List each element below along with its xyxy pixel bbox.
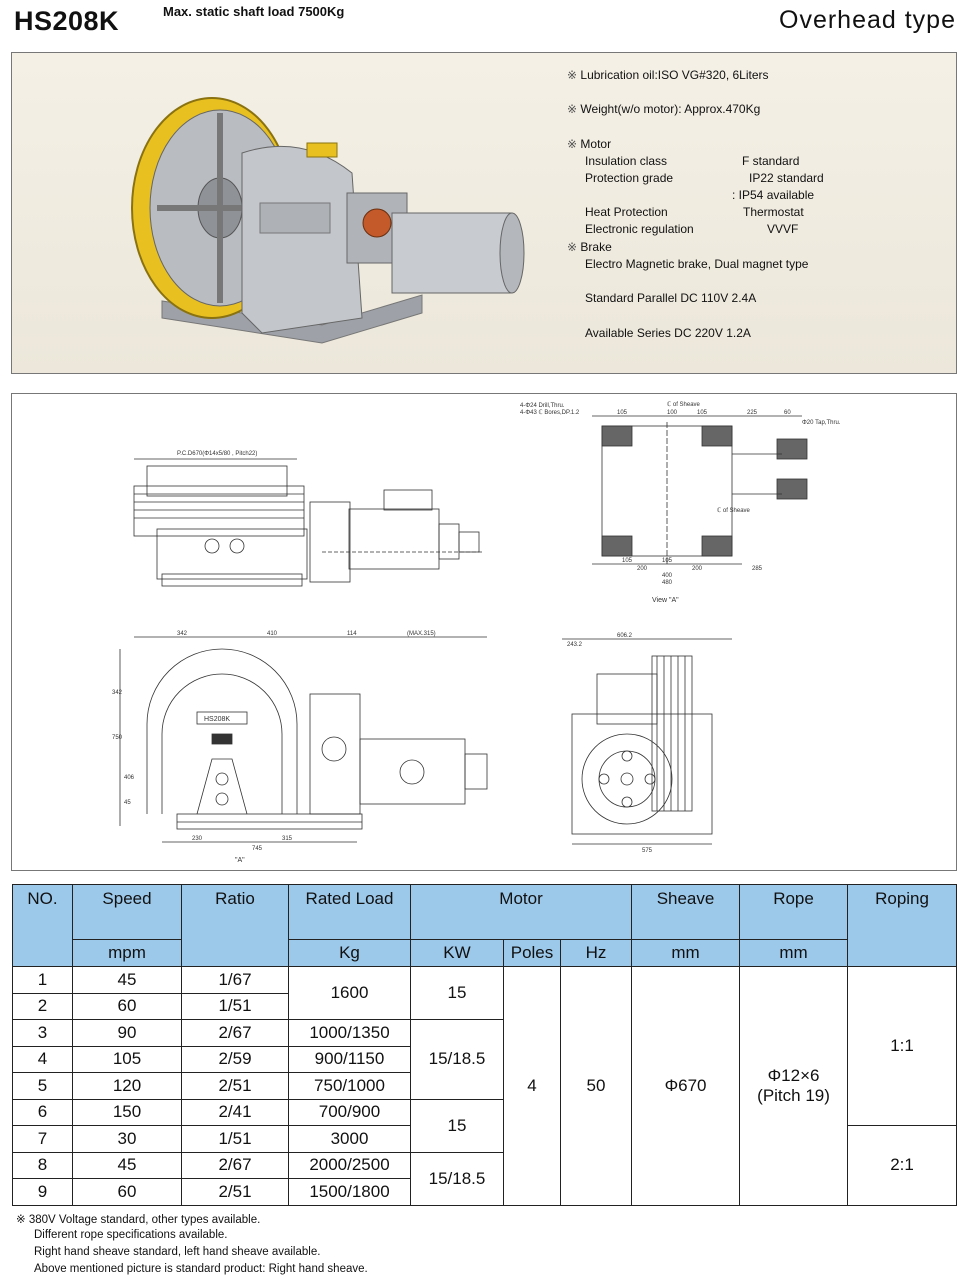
cell-no: 6 [13, 1099, 73, 1126]
footnote-3: Right hand sheave standard, left hand sheave available. [34, 1246, 321, 1258]
spec-protection-label: Protection grade [585, 171, 674, 185]
model-title: HS208K [14, 6, 120, 36]
type-label: Overhead type [779, 6, 956, 34]
technical-drawing [12, 394, 956, 870]
cell-kw: 15/18.5 [411, 1152, 504, 1205]
cell-ratio: 1/67 [182, 967, 289, 994]
cell-kw: 15 [411, 967, 504, 1020]
cell-hz: 50 [561, 967, 632, 1206]
unit-poles: Poles [504, 940, 561, 967]
cell-no: 2 [13, 993, 73, 1020]
svg-text:View "A": View "A" [652, 597, 679, 604]
svg-text:100: 100 [667, 410, 678, 416]
front-view-drawing [112, 631, 487, 864]
unit-speed: mpm [73, 940, 182, 967]
svg-text:315: 315 [282, 836, 293, 842]
cell-load: 900/1150 [289, 1046, 411, 1073]
svg-text:406: 406 [124, 775, 135, 781]
cell-no: 7 [13, 1126, 73, 1153]
spec-heat-value: Thermostat [743, 205, 804, 219]
cell-load: 1500/1800 [289, 1179, 411, 1206]
cell-no: 1 [13, 967, 73, 994]
cell-no: 3 [13, 1020, 73, 1047]
footnote-4: Above mentioned picture is standard product: Right hand sheave. [34, 1263, 368, 1275]
cell-no: 8 [13, 1152, 73, 1179]
cell-poles: 4 [504, 967, 561, 1206]
svg-text:606.2: 606.2 [617, 633, 633, 639]
cell-roping-1: 1:1 [848, 967, 957, 1126]
side-view-drawing [562, 633, 732, 854]
unit-sheave: mm [632, 940, 740, 967]
header-roping: Roping [848, 885, 957, 967]
cell-speed: 60 [73, 993, 182, 1020]
spec-brake-desc: Electro Magnetic brake, Dual magnet type [585, 257, 809, 271]
svg-text:HS208K: HS208K [204, 716, 231, 723]
spec-electronic-label: Electronic regulation [585, 222, 694, 236]
svg-text:105: 105 [662, 558, 673, 564]
svg-text:480: 480 [662, 580, 673, 586]
svg-text:ℂ of Sheave: ℂ of Sheave [667, 402, 700, 408]
cell-speed: 150 [73, 1099, 182, 1126]
cell-speed: 105 [73, 1046, 182, 1073]
footnote-2: Different rope specifications available. [34, 1229, 228, 1241]
photo-panel [11, 52, 957, 374]
cell-load: 750/1000 [289, 1073, 411, 1100]
svg-text:P.C.D670(Φ14x5/80 , Pitch22): P.C.D670(Φ14x5/80 , Pitch22) [177, 451, 258, 457]
header-motor: Motor [411, 885, 632, 940]
svg-text:285: 285 [752, 566, 763, 572]
svg-text:200: 200 [692, 566, 703, 572]
cell-speed: 45 [73, 1152, 182, 1179]
drawing-panel [11, 393, 957, 871]
svg-text:(MAX.315): (MAX.315) [407, 631, 436, 637]
svg-text:60: 60 [784, 410, 791, 416]
cell-ratio: 2/51 [182, 1073, 289, 1100]
spec-motor-title: ※ Motor [567, 137, 612, 151]
spec-available-series: Available Series DC 220V 1.2A [585, 326, 751, 340]
svg-text:4-Φ43 ℂ Bores,DP.1.2: 4-Φ43 ℂ Bores,DP.1.2 [520, 410, 580, 416]
cell-ratio: 1/51 [182, 993, 289, 1020]
svg-text:105: 105 [622, 558, 633, 564]
svg-text:400: 400 [662, 573, 673, 579]
cell-kw: 15 [411, 1099, 504, 1152]
cell-no: 4 [13, 1046, 73, 1073]
svg-text:575: 575 [642, 848, 653, 854]
traction-machine-photo [92, 63, 532, 363]
view-a-drawing [520, 401, 841, 604]
cell-load: 2000/2500 [289, 1152, 411, 1179]
rope-pitch: (Pitch 19) [757, 1085, 830, 1105]
cell-load: 700/900 [289, 1099, 411, 1126]
cell-ratio: 2/59 [182, 1046, 289, 1073]
cell-ratio: 2/51 [182, 1179, 289, 1206]
cell-ratio: 2/67 [182, 1152, 289, 1179]
header-speed: Speed [73, 885, 182, 940]
svg-text:4-Φ24 Drill,Thru.: 4-Φ24 Drill,Thru. [520, 403, 565, 409]
cell-ratio: 2/41 [182, 1099, 289, 1126]
header-sheave: Sheave [632, 885, 740, 940]
header-ratio: Ratio [182, 885, 289, 967]
cell-no: 9 [13, 1179, 73, 1206]
svg-text:750: 750 [112, 735, 123, 741]
svg-text:Φ20 Tap,Thru.: Φ20 Tap,Thru. [802, 420, 841, 426]
cell-speed: 120 [73, 1073, 182, 1100]
cell-no: 5 [13, 1073, 73, 1100]
top-view-drawing [134, 451, 482, 586]
unit-kw: KW [411, 940, 504, 967]
rope-spec: Φ12×6 [767, 1065, 820, 1085]
max-load-label: Max. static shaft load 7500Kg [163, 4, 345, 19]
cell-speed: 30 [73, 1126, 182, 1153]
svg-text:105: 105 [617, 410, 628, 416]
cell-speed: 45 [73, 967, 182, 994]
svg-text:342: 342 [177, 631, 188, 637]
cell-ratio: 1/51 [182, 1126, 289, 1153]
spec-lubrication: ※ Lubrication oil:ISO VG#320, 6Liters [567, 68, 769, 82]
cell-load: 3000 [289, 1126, 411, 1153]
spec-brake-title: ※ Brake [567, 240, 612, 254]
svg-text:200: 200 [637, 566, 648, 572]
cell-load: 1000/1350 [289, 1020, 411, 1047]
spec-electronic-value: VVVF [767, 222, 799, 236]
svg-text:45: 45 [124, 800, 131, 806]
svg-text:243.2: 243.2 [567, 642, 583, 648]
unit-rope: mm [740, 940, 848, 967]
cell-sheave: Φ670 [632, 967, 740, 1206]
header-no: NO. [13, 885, 73, 967]
svg-text:225: 225 [747, 410, 758, 416]
cell-roping-2: 2:1 [848, 1126, 957, 1206]
cell-speed: 60 [73, 1179, 182, 1206]
svg-text:105: 105 [697, 410, 708, 416]
header-rope: Rope [740, 885, 848, 940]
spec-insulation-value: F standard [742, 154, 800, 168]
spec-weight: ※ Weight(w/o motor): Approx.470Kg [567, 102, 761, 116]
svg-text:ℂ of Sheave: ℂ of Sheave [717, 508, 750, 514]
cell-kw: 15/18.5 [411, 1020, 504, 1100]
table-row [13, 967, 957, 994]
svg-text:230: 230 [192, 836, 203, 842]
cell-ratio: 2/67 [182, 1020, 289, 1047]
spec-protection-alt: : IP54 available [732, 188, 815, 202]
cell-load: 1600 [289, 967, 411, 1020]
svg-text:"A": "A" [235, 857, 245, 864]
svg-text:114: 114 [347, 631, 357, 637]
svg-text:745: 745 [252, 846, 263, 852]
unit-hz: Hz [561, 940, 632, 967]
spec-protection-value: IP22 standard [749, 171, 824, 185]
svg-text:342: 342 [112, 690, 123, 696]
footnote-1: ※ 380V Voltage standard, other types available. [16, 1214, 261, 1226]
cell-rope [740, 967, 848, 1206]
svg-text:410: 410 [267, 631, 278, 637]
unit-load: Kg [289, 940, 411, 967]
spec-standard-parallel: Standard Parallel DC 110V 2.4A [585, 291, 757, 305]
cell-speed: 90 [73, 1020, 182, 1047]
spec-insulation-label: Insulation class [585, 154, 668, 168]
spec-table [12, 884, 957, 1206]
header-rated-load: Rated Load [289, 885, 411, 940]
spec-heat-label: Heat Protection [585, 205, 668, 219]
